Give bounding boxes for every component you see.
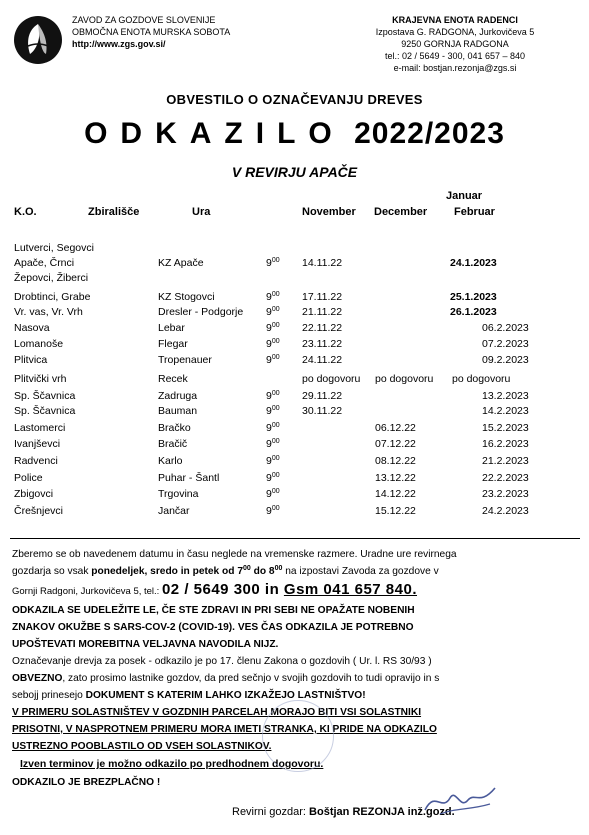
row-time-hour: 9	[266, 306, 272, 318]
info-line-2	[12, 563, 574, 580]
office-phone: tel.: 02 / 5649 - 300, 041 657 – 840	[384, 51, 526, 61]
row-time-hour: 9	[266, 505, 272, 517]
phone-connector: in	[260, 581, 284, 598]
row-zbiralisce: Jančar	[158, 505, 190, 517]
row-time	[266, 306, 280, 319]
row-november: 30.11.22	[302, 405, 343, 417]
col-header-zbiralisce: Zbirališče	[88, 206, 140, 218]
row-november: 29.11.22	[302, 390, 343, 402]
row-time-minutes: 00	[271, 354, 280, 361]
row-time-hour: 9	[266, 488, 272, 500]
header-right	[340, 14, 570, 74]
row-time-hour: 9	[266, 291, 272, 303]
row-november: 24.11.22	[302, 354, 343, 366]
row-ko: Sp. Ščavnica	[14, 390, 76, 402]
row-time-minutes: 00	[271, 338, 280, 345]
row-ko: Vr. vas, Vr. Vrh	[14, 306, 83, 318]
row-zbiralisce: Trgovina	[158, 488, 199, 500]
row-zbiralisce: Dresler - Podgorje	[158, 306, 244, 318]
row-time-minutes: 00	[271, 472, 280, 479]
row-december: 07.12.22	[375, 438, 416, 450]
office-email: e-mail: bostjan.rezonja@zgs.si	[393, 63, 517, 73]
office-hours-end: do 8	[250, 566, 275, 577]
coownership-line-3: USTREZNO POOBLASTILO OD VSEH SOLASTNIKOV.	[12, 741, 272, 752]
row-jan-feb: 15.2.2023	[482, 422, 529, 434]
info-line-3	[12, 580, 574, 602]
title-year: 2022/2023	[354, 117, 505, 150]
row-december: 06.12.22	[375, 422, 416, 434]
row-ko: Plitvica	[14, 354, 48, 366]
title-word: ODKAZILO	[84, 117, 345, 150]
row-jan-feb: 07.2.2023	[482, 338, 529, 350]
row-time-hour: 9	[266, 322, 272, 334]
row-zbiralisce: Tropenauer	[158, 354, 212, 366]
covid-line-2: ZNAKOV OKUŽBE S SARS-COV-2 (COVID-19). VES ČAS ODKAZILA JE POTREBNO	[12, 622, 414, 633]
row-ko: Žepovci, Žiberci	[14, 272, 89, 284]
row-time-hour: 9	[266, 338, 272, 350]
row-jan-feb: 25.1.2023	[450, 291, 497, 303]
office-postcode: 9250 GORNJA RADGONA	[401, 39, 509, 49]
office-hours-end-sup: 00	[274, 565, 283, 572]
row-november: 14.11.22	[302, 257, 343, 269]
row-jan-feb: 26.1.2023	[450, 306, 497, 318]
phone-number: 02 / 5649 300	[161, 581, 261, 598]
info-line-1: Zberemo se ob navedenem datumu in času neglede na vremenske razmere. Uradne ure revirnega	[12, 549, 457, 560]
row-jan-feb: 24.1.2023	[450, 257, 497, 269]
row-time	[266, 505, 280, 518]
ownership-document-text: DOKUMENT S KATERIM LAHKO IZKAŽEJO LASTNIŠTVO!	[85, 690, 366, 701]
appointment-note: Izven terminov je možno odkazilo po predhodnem dogovoru.	[20, 758, 324, 770]
row-december: po dogovoru	[375, 373, 434, 385]
row-zbiralisce: Zadruga	[158, 390, 198, 402]
info-line-2-post: na izpostavi Zavoda za gozdove v	[282, 566, 439, 577]
row-time-hour: 9	[266, 390, 272, 402]
law-line-1: Označevanje drevja za posek - odkazilo je po 17. členu Zakona o gozdovih ( Ur. l. RS 30/93 )	[12, 656, 432, 667]
row-ko: Apače, Črnci	[14, 257, 75, 269]
row-december: 14.12.22	[375, 488, 416, 500]
address-text: Gornji Radgoni, Jurkovičeva 5, tel.:	[12, 586, 162, 597]
org-name: ZAVOD ZA GOZDOVE SLOVENIJE	[72, 15, 216, 25]
row-time	[266, 338, 280, 351]
col-header-februar: Februar	[454, 206, 495, 218]
page-title	[0, 117, 589, 151]
row-ko: Lastomerci	[14, 422, 66, 434]
row-time	[266, 488, 280, 501]
row-ko: Nasova	[14, 322, 50, 334]
office-hours-days: ponedeljek, sredo in petek od 7	[91, 566, 243, 577]
row-ko: Police	[14, 472, 43, 484]
row-time-minutes: 00	[271, 405, 280, 412]
row-jan-feb: 22.2.2023	[482, 472, 529, 484]
row-time	[266, 472, 280, 485]
row-zbiralisce: Bračič	[158, 438, 188, 450]
zgs-logo-icon	[14, 16, 62, 64]
free-of-charge-note: ODKAZILO JE BREZPLAČNO !	[12, 777, 161, 788]
row-time	[266, 257, 280, 270]
row-time	[266, 322, 280, 335]
row-time-hour: 9	[266, 257, 272, 269]
covid-line-3: UPOŠTEVATI MOREBITNA VELJAVNA NAVODILA NIJZ.	[12, 639, 279, 650]
row-jan-feb: po dogovoru	[452, 373, 511, 385]
row-ko: Lomanoše	[14, 338, 64, 350]
row-ko: Drobtinci, Grabe	[14, 291, 91, 303]
row-november: 21.11.22	[302, 306, 343, 318]
office-stamp-icon	[262, 700, 334, 772]
office-hours-start-sup: 00	[243, 565, 251, 572]
row-jan-feb: 16.2.2023	[482, 438, 529, 450]
col-header-januar: Januar	[446, 190, 483, 202]
row-time	[266, 291, 280, 304]
org-url-link[interactable]: http://www.zgs.gov.si/	[72, 39, 166, 49]
row-time-minutes: 00	[271, 291, 280, 298]
row-ko: Radvenci	[14, 455, 58, 467]
row-zbiralisce: Bračko	[158, 422, 191, 434]
law-line-3-pre: sebojj prinesejo	[12, 690, 86, 701]
coownership-line-2: PRISOTNI, V NASPROTNEM PRIMERU MORA IMETI STRANKA, KI PRIDE NA ODKAZILO	[12, 724, 437, 735]
row-jan-feb: 23.2.2023	[482, 488, 529, 500]
row-zbiralisce: Karlo	[158, 455, 183, 467]
row-zbiralisce: KZ Apače	[158, 257, 204, 269]
row-time-hour: 9	[266, 472, 272, 484]
law-line-2	[12, 670, 574, 687]
col-header-ura: Ura	[192, 206, 211, 218]
signature-label: Revirni gozdar:	[232, 806, 310, 818]
row-jan-feb: 06.2.2023	[482, 322, 529, 334]
forester-name: Boštjan REZONJA inž.gozd.	[309, 806, 455, 818]
row-november: po dogovoru	[302, 373, 361, 385]
row-jan-feb: 21.2.2023	[482, 455, 529, 467]
law-line-2-rest: , zato prosimo lastnike gozdov, da pred sečnjo v svojih gozdovih to tudi opravijo in s	[62, 673, 440, 684]
row-jan-feb: 13.2.2023	[482, 390, 529, 402]
row-time-minutes: 00	[271, 390, 280, 397]
row-time-hour: 9	[266, 438, 272, 450]
row-time-minutes: 00	[271, 322, 280, 329]
col-header-ko: K.O.	[14, 206, 37, 218]
gsm-number: Gsm 041 657 840.	[283, 581, 418, 598]
row-november: 17.11.22	[302, 291, 343, 303]
row-time-minutes: 00	[271, 488, 280, 495]
info-line-2-pre: gozdarja so vsak	[12, 566, 92, 577]
row-time	[266, 390, 280, 403]
row-december: 15.12.22	[375, 505, 416, 517]
mandatory-word: OBVEZNO	[12, 673, 63, 684]
row-time-minutes: 00	[271, 257, 280, 264]
row-ko: Sp. Ščavnica	[14, 405, 76, 417]
row-time-hour: 9	[266, 354, 272, 366]
row-zbiralisce: Bauman	[158, 405, 198, 417]
row-time	[266, 438, 280, 451]
row-zbiralisce: Lebar	[158, 322, 185, 334]
header-left	[72, 14, 230, 50]
handwritten-signature-icon	[420, 780, 500, 820]
row-time-minutes: 00	[271, 306, 280, 313]
row-zbiralisce: Puhar - Šantl	[158, 472, 220, 484]
row-time-minutes: 00	[271, 422, 280, 429]
col-header-december: December	[374, 206, 428, 218]
office-address: Izpostava G. RADGONA, Jurkovičeva 5	[375, 27, 535, 37]
row-zbiralisce: Recek	[158, 373, 188, 385]
row-jan-feb: 14.2.2023	[482, 405, 529, 417]
row-time	[266, 455, 280, 468]
row-time	[266, 354, 280, 367]
row-november: 23.11.22	[302, 338, 343, 350]
row-time-hour: 9	[266, 422, 272, 434]
row-time-minutes: 00	[271, 455, 280, 462]
row-jan-feb: 09.2.2023	[482, 354, 529, 366]
row-time-minutes: 00	[271, 438, 280, 445]
covid-line-1: ODKAZILA SE UDELEŽITE LE, ČE STE ZDRAVI IN PRI SEBI NE OPAŽATE NOBENIH	[12, 605, 415, 616]
row-time-minutes: 00	[271, 505, 280, 512]
row-december: 13.12.22	[375, 472, 416, 484]
row-ko: Zbigovci	[14, 488, 54, 500]
row-ko: Plitvički vrh	[14, 373, 67, 385]
row-ko: Ivanjševci	[14, 438, 61, 450]
page-subtitle: V REVIRJU APAČE	[231, 164, 358, 180]
row-time-hour: 9	[266, 405, 272, 417]
divider	[10, 538, 580, 539]
col-header-november: November	[302, 206, 356, 218]
org-unit: OBMOČNA ENOTA MURSKA SOBOTA	[72, 27, 231, 37]
row-november: 22.11.22	[302, 322, 343, 334]
row-time-hour: 9	[266, 455, 272, 467]
coownership-line-1: V PRIMERU SOLASTNIŠTEV V GOZDNIH PARCELAH MORAJO BITI VSI SOLASTNIKI	[12, 707, 422, 718]
notice-heading: OBVESTILO O OZNAČEVANJU DREVES	[166, 92, 423, 107]
row-zbiralisce: KZ Stogovci	[158, 291, 215, 303]
row-zbiralisce: Flegar	[158, 338, 188, 350]
local-unit-name: KRAJEVNA ENOTA RADENCI	[392, 15, 518, 25]
row-time	[266, 422, 280, 435]
row-ko: Lutverci, Segovci	[14, 242, 94, 254]
row-time	[266, 405, 280, 418]
row-ko: Črešnjevci	[14, 505, 64, 517]
row-jan-feb: 24.2.2023	[482, 505, 529, 517]
row-december: 08.12.22	[375, 455, 416, 467]
